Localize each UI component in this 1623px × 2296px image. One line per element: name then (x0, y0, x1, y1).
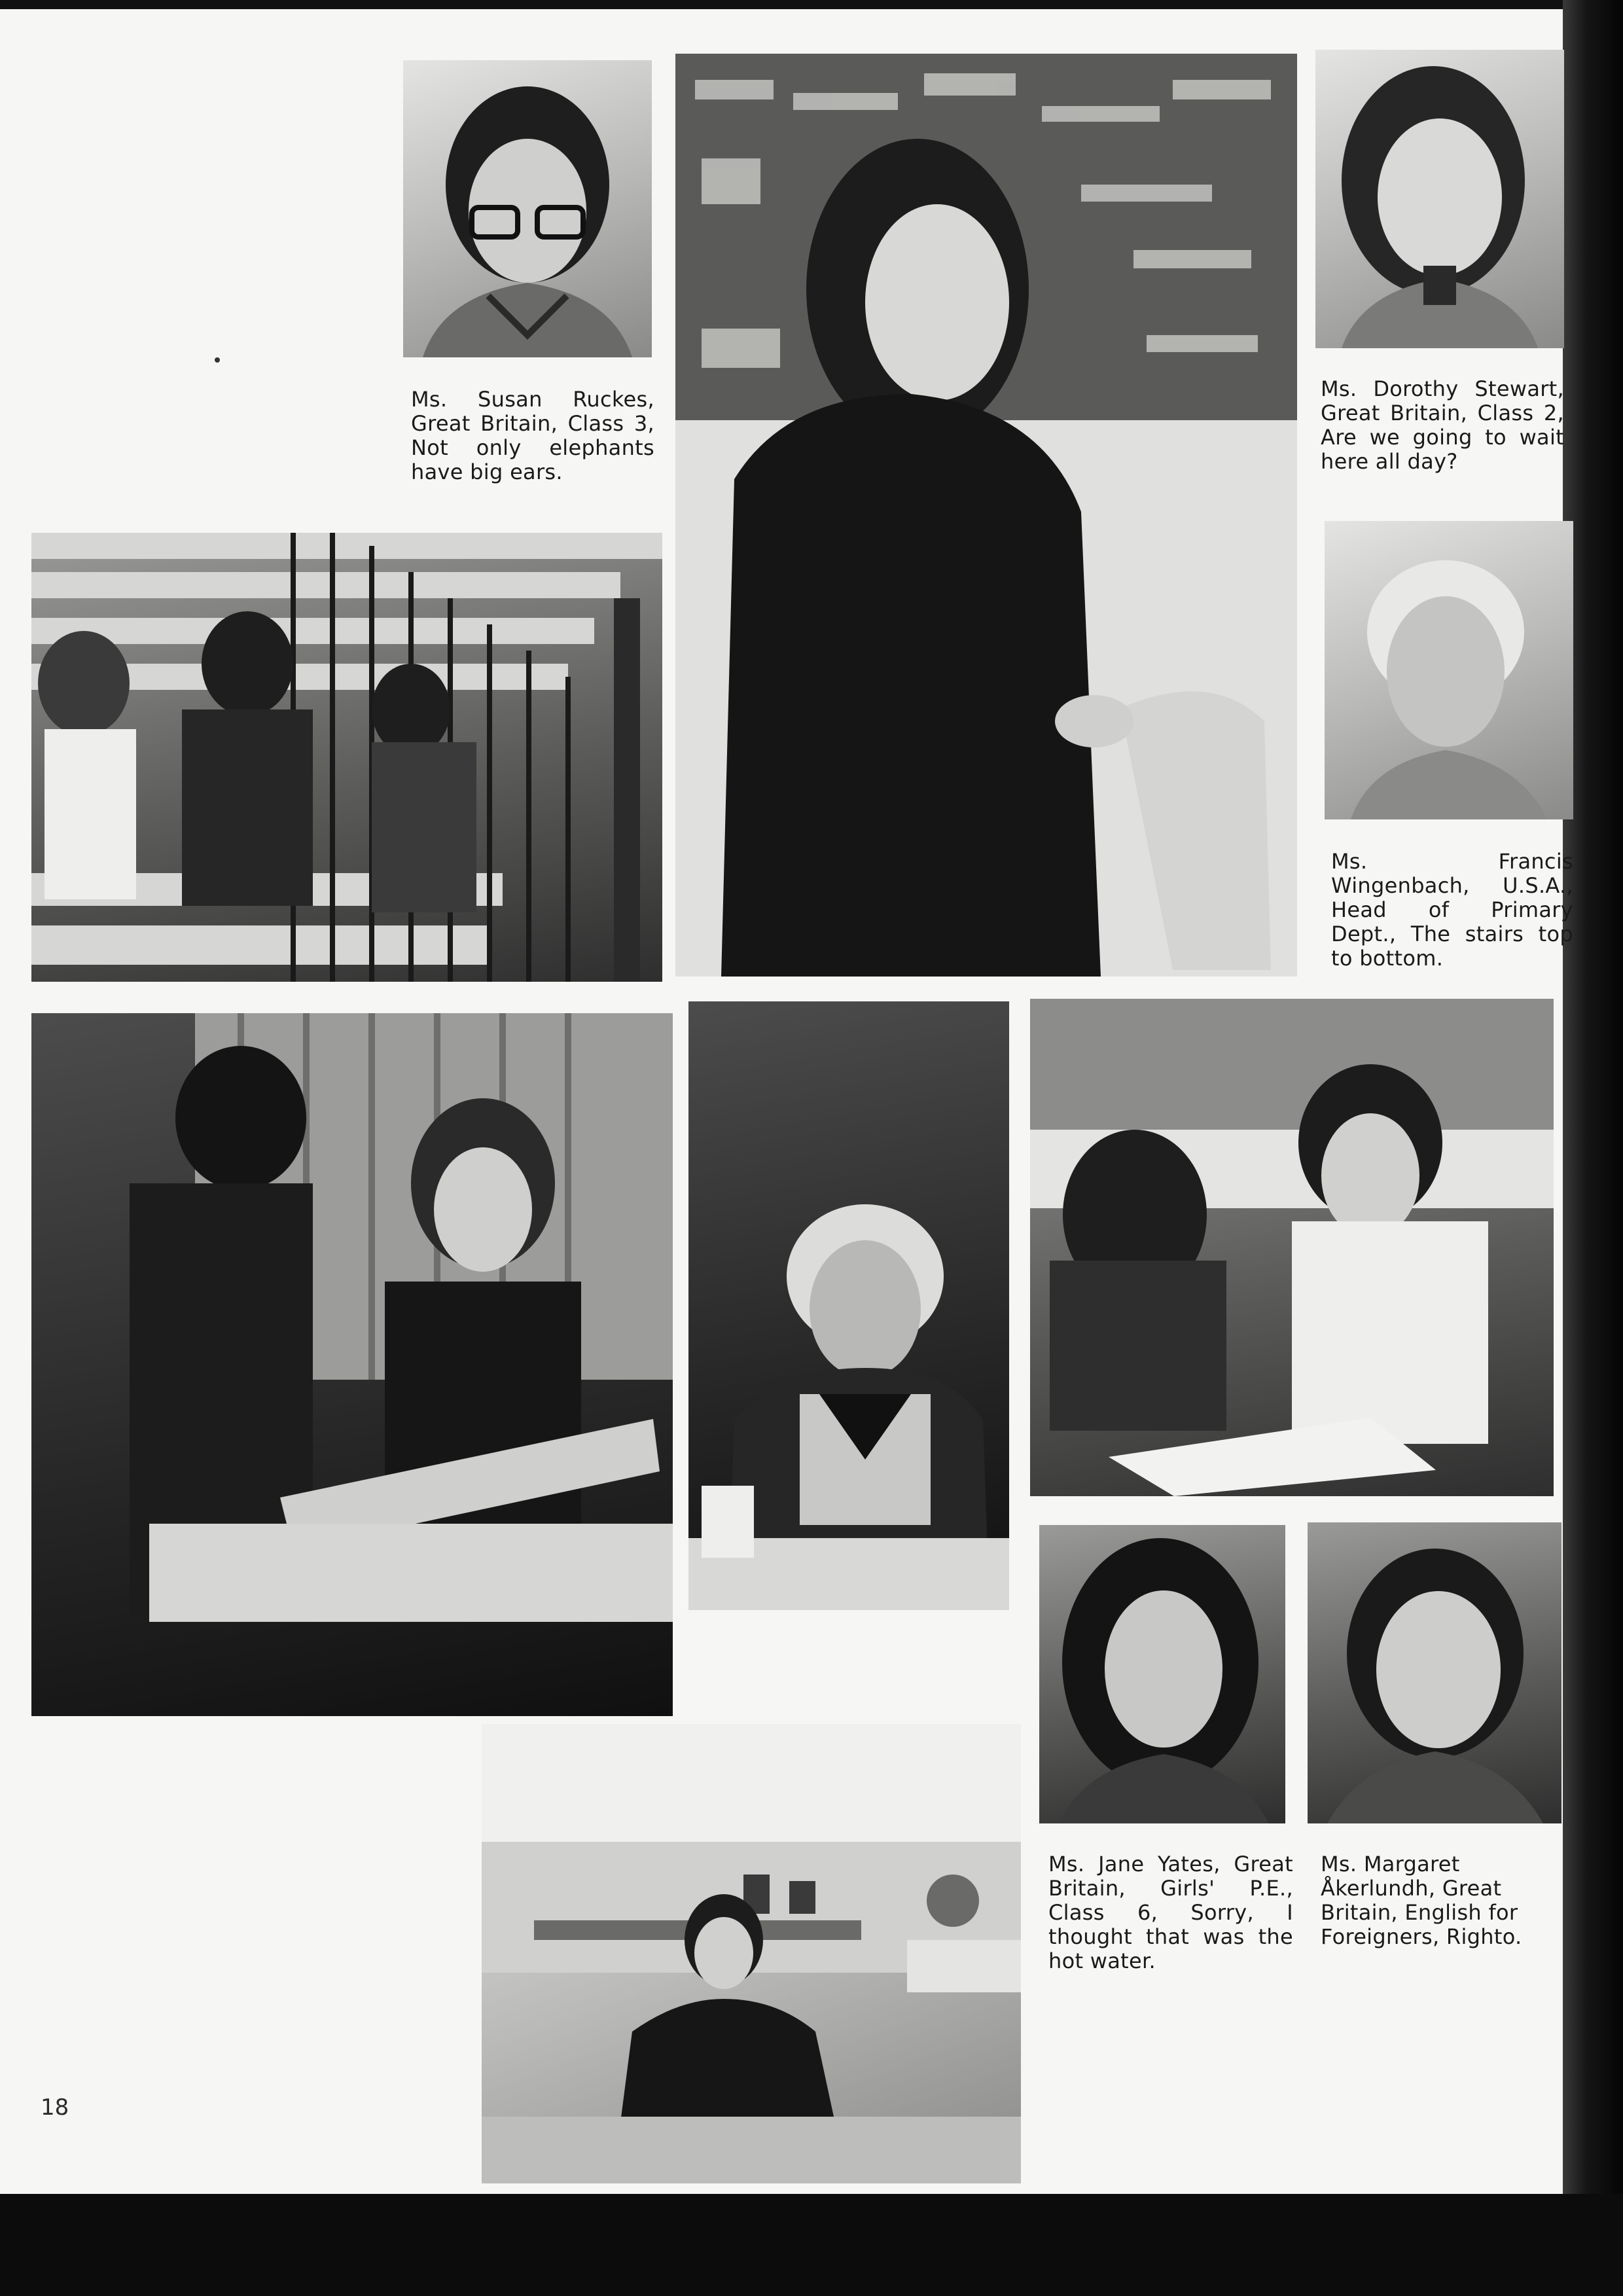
portrait-photo-stewart (1315, 50, 1564, 348)
caption-akerlundh: Ms. Margaret Åkerlundh, Great Britain, English for Foreigners, Righto. (1321, 1852, 1522, 1949)
caption-stewart: Ms. Dorothy Stewart, Great Britain, Class 2, Are we going to wait here all day? (1321, 376, 1564, 474)
scan-bottom-edge (0, 2194, 1623, 2296)
scan-speck (215, 357, 220, 363)
photo-teacher-at-desk (688, 1001, 1009, 1610)
photo-children-on-stairs (31, 533, 662, 982)
book-spine-edge (1563, 0, 1623, 2194)
photo-teacher-seated-kitchen (482, 1724, 1021, 2183)
portrait-photo-yates (1039, 1525, 1285, 1823)
caption-yates: Ms. Jane Yates, Great Britain, Girls' P.E., Class 6, Sorry, I thought that was the hot water. (1048, 1852, 1293, 1973)
portrait-photo-wingenbach (1325, 521, 1573, 819)
photo-teacher-bulletin-board (675, 54, 1297, 977)
photo-teacher-helping-student (1030, 999, 1554, 1496)
caption-ruckes: Ms. Susan Ruckes, Great Britain, Class 3, Not only elephants have big ears. (411, 387, 654, 484)
caption-wingenbach: Ms. Francis Wingenbach, U.S.A., Head of Primary Dept., The stairs top to bottom. (1331, 849, 1573, 971)
portrait-photo-ruckes (403, 60, 652, 357)
page-number: 18 (41, 2094, 69, 2121)
scan-top-edge (0, 0, 1623, 9)
portrait-photo-akerlundh (1308, 1522, 1561, 1823)
photo-teacher-with-boy (31, 1013, 673, 1716)
